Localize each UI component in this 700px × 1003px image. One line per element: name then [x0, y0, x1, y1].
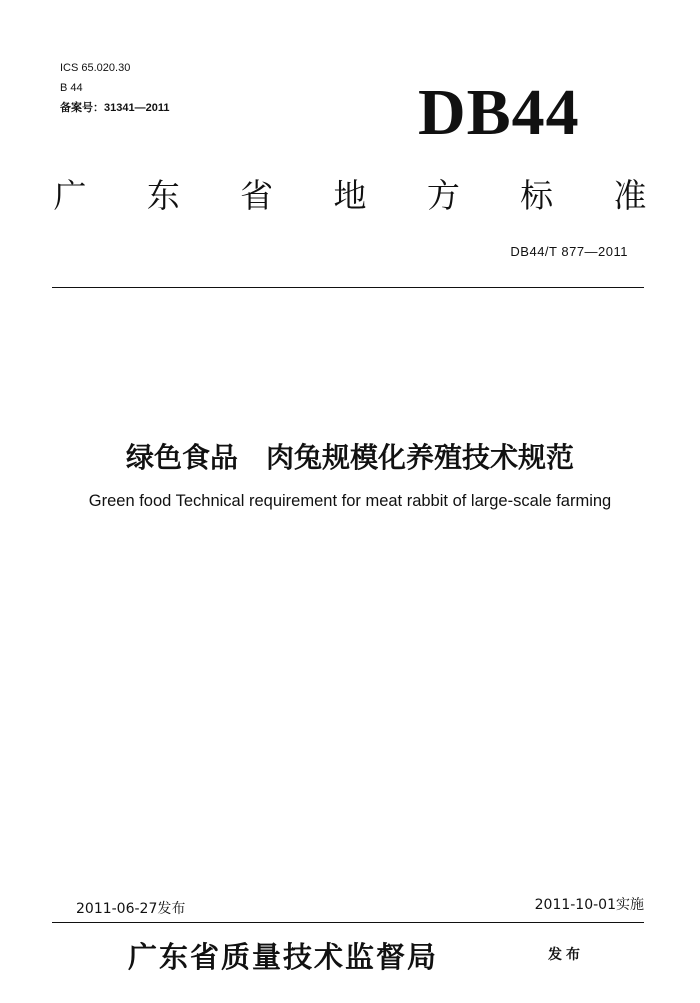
- top-divider: [52, 287, 644, 288]
- ccs-code: B 44: [60, 82, 83, 94]
- standard-title-char: 东: [146, 176, 180, 215]
- standard-type-title: [50, 170, 650, 217]
- standard-title-char: 省: [240, 176, 274, 215]
- filing-number: 备案号：31341—2011: [60, 102, 170, 114]
- standard-title-char: 标: [520, 176, 554, 215]
- db44-logo: DB44: [418, 76, 580, 149]
- document-title-chinese: 绿色食品 肉兔规模化养殖技术规范: [125, 441, 574, 474]
- standard-title-char: 准: [613, 176, 647, 215]
- ics-code: ICS 65.020.30: [60, 62, 131, 74]
- issuing-label: 发布: [548, 947, 584, 963]
- standard-number: DB44/T 877—2011: [510, 244, 628, 259]
- issue-date: 2011-06-27发布: [76, 901, 186, 917]
- standard-title-char: 广: [53, 176, 87, 215]
- implementation-date: 2011-10-01实施: [534, 897, 644, 913]
- issuing-authority: 广东省质量技术监督局: [128, 940, 439, 974]
- document-title-english: Green food Technical requirement for meat rabbit of large-scale farming: [88, 492, 612, 510]
- standard-title-char: 地: [333, 176, 367, 215]
- metadata-block: [60, 58, 169, 118]
- bottom-divider: [52, 922, 644, 923]
- standard-title-char: 方: [426, 176, 460, 215]
